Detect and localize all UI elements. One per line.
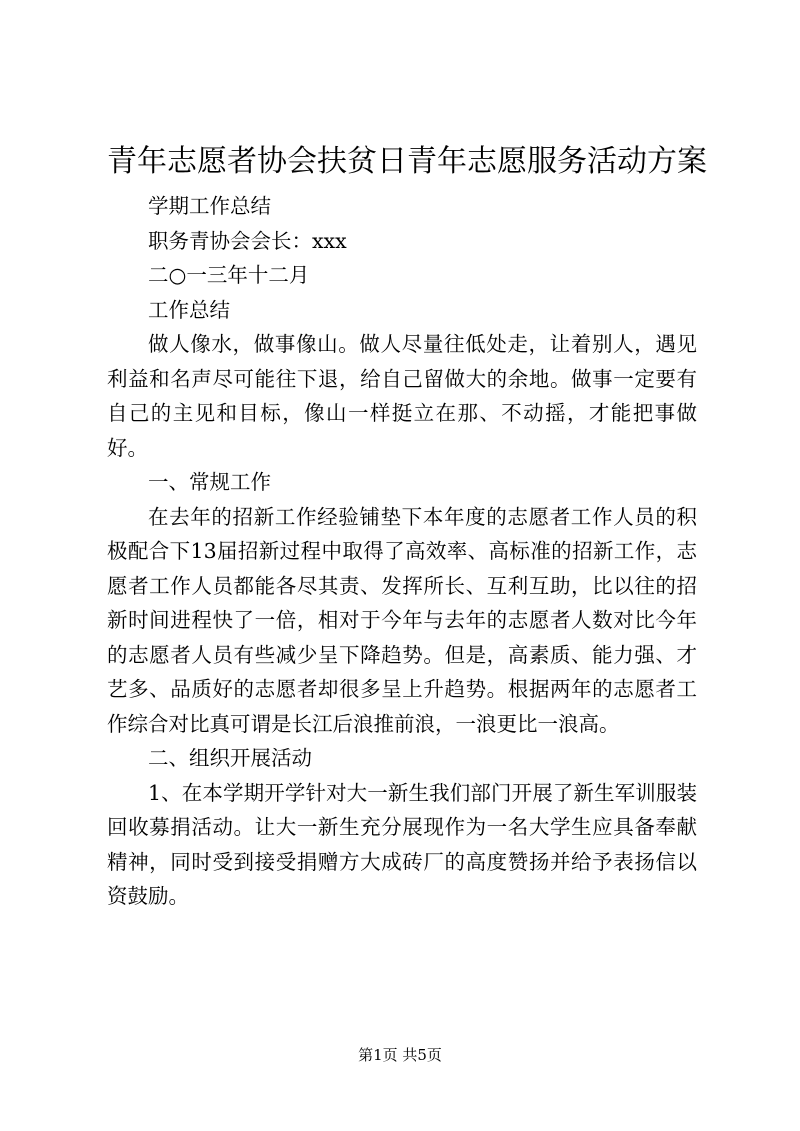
- paragraph-intro: 做人像水，做事像山。做人尽量往低处走，让着别人，遇见利益和名声尽可能往下退，给自己留做大的余地。做事一定要有自己的主见和目标，像山一样挺立在那、不动摇，才能把事做好。: [107, 332, 697, 460]
- paragraph-heading-summary: 工作总结: [148, 297, 230, 322]
- page-footer: 第1页 共5页: [358, 1046, 442, 1064]
- document-title: 青年志愿者协会扶贫日青年志愿服务活动方案: [107, 144, 707, 179]
- section-heading-routine-work: 一、常规工作: [148, 470, 271, 494]
- paragraph-activity-1: 1、在本学期开学针对大一新生我们部门开展了新生军训服装回收募捐活动。让大一新生充分展现作为一名大学生应具备奉献精神，同时受到接受捐赠方大成砖厂的高度赞扬并给予表扬信以资鼓励。: [107, 780, 697, 908]
- paragraph-author: 职务青协会会长：xxx: [148, 228, 347, 253]
- paragraph-date: 二○一三年十二月: [148, 263, 310, 287]
- paragraph-routine-work: 在去年的招新工作经验铺垫下本年度的志愿者工作人员的积极配合下13届招新过程中取得了高效率、高标准的招新工作，志愿者工作人员都能各尽其责、发挥所长、互利互助，比以往的招新时间进程快了一倍，相对于今年与去年的志愿者人数对比今年的志愿者人员有些减少呈下降趋势。但是，高素质、能力强、才艺多、品质好的志愿者却很多呈上升趋势。根据两年的志愿者工作综合对比真可谓是长江后浪推前浪，一浪更比一浪高。: [107, 504, 697, 736]
- paragraph-subtitle: 学期工作总结: [148, 194, 271, 218]
- section-heading-activities: 二、组织开展活动: [148, 746, 312, 770]
- document-body: [107, 189, 697, 914]
